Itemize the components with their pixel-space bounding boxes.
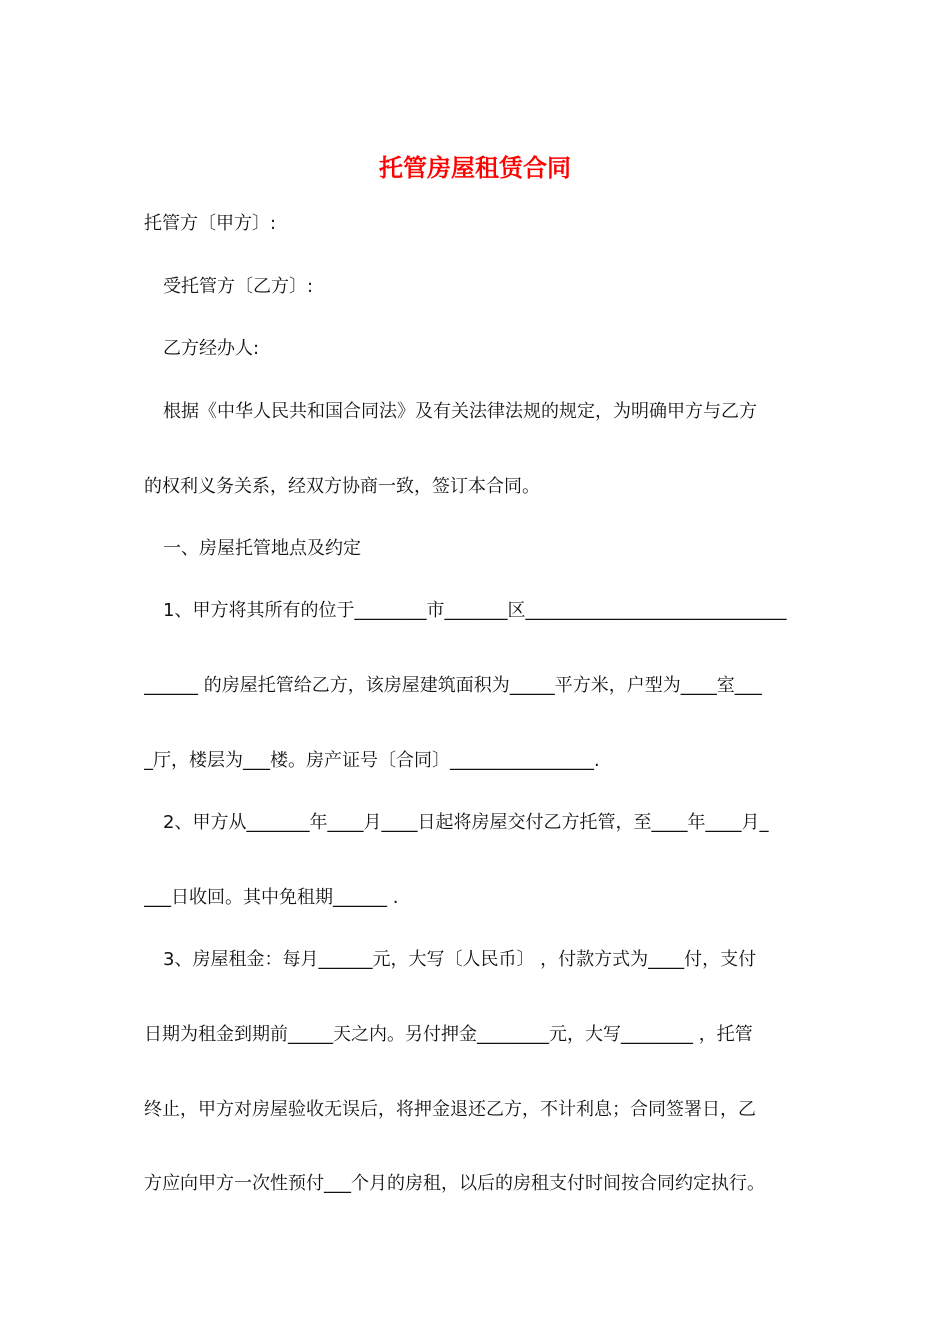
clause-1-line-1 <box>163 596 809 626</box>
preamble-line-2 <box>144 472 809 502</box>
clause-1-text-1: 1、甲方将其所有的位于________市_______区_____________________________ <box>163 600 787 621</box>
clause-3-text-1: 3、房屋租金：每月______元，大写〔人民币〕 ，付款方式为____付，支付 <box>163 949 757 970</box>
party-b-agent-text: 乙方经办人: <box>163 338 260 359</box>
preamble-line-1 <box>163 397 809 427</box>
clause-2-text-1: 2、甲方从_______年____月____日起将房屋交付乙方托管，至____年____月_ <box>163 812 769 833</box>
party-b-line <box>163 272 809 302</box>
clause-3-line-4 <box>144 1169 809 1199</box>
clause-3-line-1 <box>163 945 809 975</box>
clause-2-line-2 <box>144 883 809 913</box>
clause-1-line-3 <box>144 746 809 776</box>
section-1-heading <box>163 534 809 564</box>
clause-1-text-3: _厅，楼层为___楼。房产证号〔合同〕________________. <box>144 750 600 771</box>
clause-3-line-2 <box>144 1020 809 1050</box>
clause-3-line-3 <box>144 1095 809 1125</box>
clause-2-line-1 <box>163 808 809 838</box>
preamble-text-1: 根据《中华人民共和国合同法》及有关法律法规的规定，为明确甲方与乙方 <box>163 401 757 422</box>
section-1-heading-text: 一、房屋托管地点及约定 <box>163 538 361 559</box>
clause-3-text-3: 终止，甲方对房屋验收无误后，将押金退还乙方，不计利息；合同签署日，乙 <box>144 1099 756 1120</box>
clause-3-text-2: 日期为租金到期前_____天之内。另付押金________元，大写________ ，托管 <box>144 1024 753 1045</box>
party-a-text: 托管方〔甲方〕: <box>144 213 277 234</box>
document-title: 托管房屋租赁合同 <box>379 153 571 182</box>
party-a-line <box>144 209 809 239</box>
party-b-text: 受托管方〔乙方〕: <box>163 276 314 297</box>
clause-1-line-2 <box>144 671 809 701</box>
preamble-text-2: 的权利义务关系，经双方协商一致，签订本合同。 <box>144 476 540 497</box>
party-b-agent-line <box>163 334 809 364</box>
clause-2-text-2: ___日收回。其中免租期______ . <box>144 887 399 908</box>
clause-1-text-2: ______ 的房屋托管给乙方，该房屋建筑面积为_____平方米，户型为____室___ <box>144 675 762 696</box>
clause-3-text-4: 方应向甲方一次性预付___个月的房租，以后的房租支付时间按合同约定执行。 <box>144 1173 765 1194</box>
